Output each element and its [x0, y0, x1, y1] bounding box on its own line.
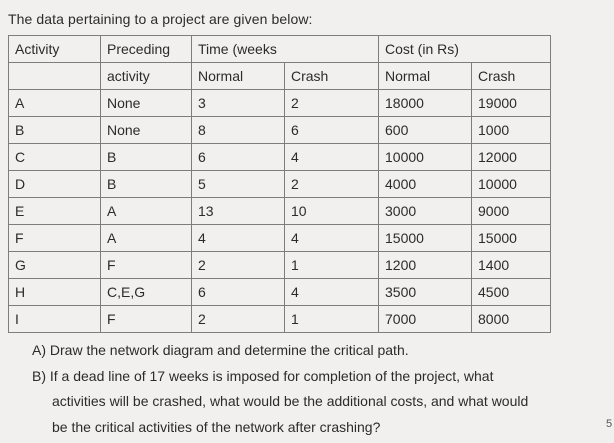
cell-preceding: B — [101, 144, 192, 171]
header-activity: Activity — [9, 36, 101, 63]
cell-cost-normal: 1200 — [379, 252, 472, 279]
cell-time-normal: 2 — [192, 252, 285, 279]
cell-time-crash: 10 — [285, 198, 379, 225]
questions-block — [32, 338, 528, 440]
cell-preceding: F — [101, 306, 192, 333]
header-row-1 — [9, 36, 551, 63]
cell-preceding: B — [101, 171, 192, 198]
question-b-line-1: B) If a dead line of 17 weeks is imposed for completion of the project, what — [32, 367, 494, 384]
intro-text: The data pertaining to a project are given below: — [8, 11, 313, 27]
cell-cost-normal: 18000 — [379, 90, 472, 117]
cell-time-normal: 13 — [192, 198, 285, 225]
cell-activity: B — [9, 117, 101, 144]
cell-preceding: None — [101, 117, 192, 144]
cell-activity: H — [9, 279, 101, 306]
table-row — [9, 171, 551, 198]
cell-cost-normal: 600 — [379, 117, 472, 144]
cell-preceding: F — [101, 252, 192, 279]
cell-time-crash: 4 — [285, 225, 379, 252]
cell-time-crash: 1 — [285, 252, 379, 279]
cell-preceding: A — [101, 198, 192, 225]
cell-time-crash: 6 — [285, 117, 379, 144]
cell-activity: I — [9, 306, 101, 333]
cell-cost-crash: 8000 — [472, 306, 551, 333]
cell-time-crash: 4 — [285, 279, 379, 306]
header-cost-crash: Crash — [472, 63, 551, 90]
header-time-crash: Crash — [285, 63, 379, 90]
cell-cost-normal: 3000 — [379, 198, 472, 225]
cell-preceding: A — [101, 225, 192, 252]
cell-activity: D — [9, 171, 101, 198]
cell-time-normal: 8 — [192, 117, 285, 144]
header-cost: Cost (in Rs) — [379, 36, 551, 63]
cell-cost-crash: 15000 — [472, 225, 551, 252]
table-row — [9, 279, 551, 306]
cell-cost-crash: 1400 — [472, 252, 551, 279]
cell-time-normal: 5 — [192, 171, 285, 198]
cell-cost-crash: 9000 — [472, 198, 551, 225]
page-number-fragment: 5 — [606, 418, 613, 430]
cell-preceding: None — [101, 90, 192, 117]
cell-cost-normal: 4000 — [379, 171, 472, 198]
cell-time-normal: 6 — [192, 279, 285, 306]
cell-time-normal: 6 — [192, 144, 285, 171]
cell-time-normal: 2 — [192, 306, 285, 333]
header-preceding-activity: activity — [101, 63, 192, 90]
table-row — [9, 144, 551, 171]
cell-time-crash: 2 — [285, 90, 379, 117]
project-data-table — [8, 35, 551, 333]
header-time: Time (weeks — [192, 36, 379, 63]
cell-time-crash: 1 — [285, 306, 379, 333]
cell-time-normal: 4 — [192, 225, 285, 252]
cell-cost-normal: 10000 — [379, 144, 472, 171]
cell-cost-crash: 10000 — [472, 171, 551, 198]
cell-cost-crash: 12000 — [472, 144, 551, 171]
cell-activity: C — [9, 144, 101, 171]
cell-time-normal: 3 — [192, 90, 285, 117]
cell-cost-crash: 19000 — [472, 90, 551, 117]
table-row — [9, 225, 551, 252]
table-row — [9, 306, 551, 333]
question-a: A) Draw the network diagram and determine the critical path. — [32, 342, 409, 358]
table-row — [9, 198, 551, 225]
cell-cost-normal: 15000 — [379, 225, 472, 252]
table-row — [9, 90, 551, 117]
cell-cost-normal: 3500 — [379, 279, 472, 306]
cell-cost-crash: 4500 — [472, 279, 551, 306]
cell-time-crash: 4 — [285, 144, 379, 171]
cell-preceding: C,E,G — [101, 279, 192, 306]
header-cost-normal: Normal — [379, 63, 472, 90]
cell-time-crash: 2 — [285, 171, 379, 198]
question-b-line-2: activities will be crashed, what would be the additional costs, and what would — [52, 393, 529, 409]
cell-activity: E — [9, 198, 101, 225]
cell-cost-normal: 7000 — [379, 306, 472, 333]
cell-activity: F — [9, 225, 101, 252]
cell-cost-crash: 1000 — [472, 117, 551, 144]
header-time-normal: Normal — [192, 63, 285, 90]
header-preceding: Preceding — [101, 36, 192, 63]
cell-activity: G — [9, 252, 101, 279]
header-blank — [9, 63, 101, 90]
table-row — [9, 117, 551, 144]
header-row-2 — [9, 63, 551, 90]
question-b-line-3: be the critical activities of the network after crashing? — [52, 418, 381, 435]
table-row — [9, 252, 551, 279]
cell-activity: A — [9, 90, 101, 117]
